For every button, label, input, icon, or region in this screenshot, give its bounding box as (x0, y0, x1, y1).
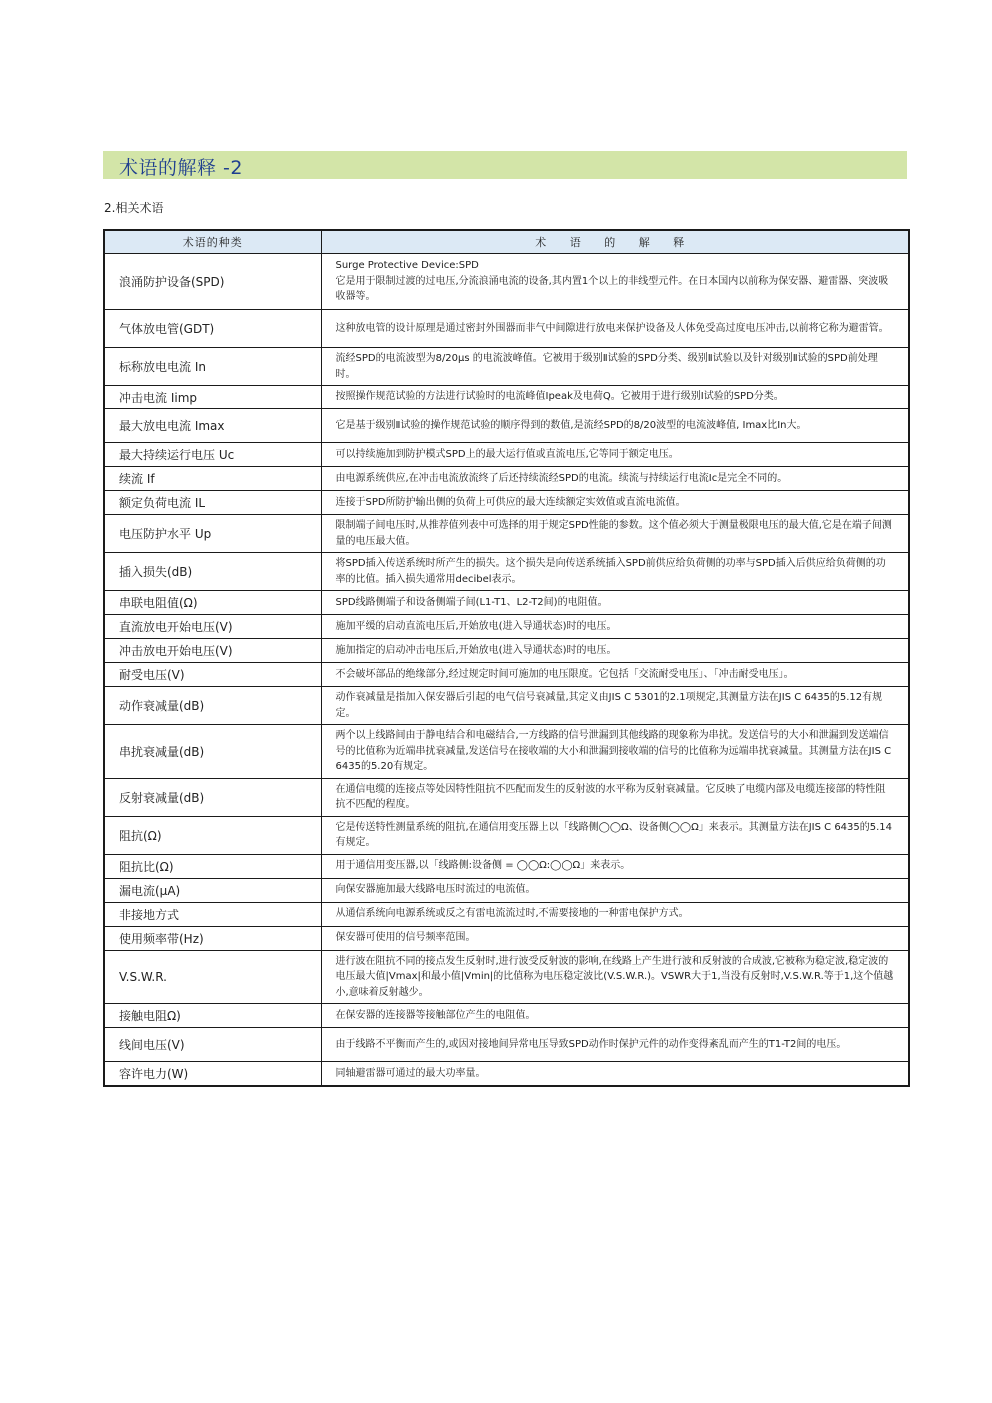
table-body (104, 254, 909, 1086)
table-row (104, 467, 909, 491)
term-name: 最大持续运行电压 Uc (104, 443, 321, 467)
table-row (104, 386, 909, 409)
term-description: 限制端子间电压时,从推荐值列表中可选择的用于规定SPD性能的参数。这个值必须大于测量极限电压的最大值,它是在端子间测量的电压最大值。 (321, 515, 909, 553)
table-row (104, 854, 909, 878)
term-name: 使用频率带(Hz) (104, 926, 321, 950)
table-row (104, 1028, 909, 1062)
term-name: 容许电力(W) (104, 1062, 321, 1086)
term-name: 续流 If (104, 467, 321, 491)
header-term-type: 术语的种类 (104, 230, 321, 254)
term-name: 非接地方式 (104, 902, 321, 926)
table-row (104, 443, 909, 467)
term-description: 按照操作规范试验的方法进行试验时的电流峰值Ipeak及电荷Q。它被用于进行级别Ⅰ试验的SPD分类。 (321, 386, 909, 409)
term-description: 进行波在阻抗不同的接点发生反射时,进行波受反射波的影响,在线路上产生进行波和反射波的合成波,它被称为稳定波,稳定波的电压最大值|Vmax|和最小值|Vmin|的比值称为电压稳定波比(V.S.W.R.)。VSWR大于1,当没有反射时,V.S.W.R.等于1,这个值越小,意味着反射越少。 (321, 950, 909, 1004)
term-description: 连接于SPD所防护输出侧的负荷上可供应的最大连续额定实效值或直流电流值。 (321, 491, 909, 515)
term-description: SPD线路侧端子和设备侧端子间(L1-T1、L2-T2间)的电阻值。 (321, 591, 909, 615)
table-row (104, 553, 909, 591)
term-name: 串扰衰减量(dB) (104, 725, 321, 779)
term-name: 串联电阻值(Ω) (104, 591, 321, 615)
section-heading: 2.相关术语 (104, 201, 164, 215)
term-name: 动作衰减量(dB) (104, 687, 321, 725)
term-name: 反射衰减量(dB) (104, 778, 321, 816)
term-name: 浪涌防护设备(SPD) (104, 254, 321, 310)
terms-table (103, 229, 910, 1087)
term-description: 施加平缓的启动直流电压后,开始放电(进入导通状态)时的电压。 (321, 615, 909, 639)
term-description: 由电源系统供应,在冲击电流放流终了后还持续流经SPD的电流。续流与持续运行电流Ic是完全不同的。 (321, 467, 909, 491)
table-row (104, 725, 909, 779)
term-description: 在保安器的连接器等接触部位产生的电阻值。 (321, 1004, 909, 1028)
term-description: 向保安器施加最大线路电压时流过的电流值。 (321, 878, 909, 902)
term-name: 阻抗(Ω) (104, 816, 321, 854)
term-description: Surge Protective Device:SPD 它是用于限制过渡的过电压,分流浪涌电流的设备,其内置1个以上的非线型元件。在日本国内以前称为保安器、避雷器、突波吸收器等。 (321, 254, 909, 310)
table-row (104, 878, 909, 902)
term-name: 直流放电开始电压(V) (104, 615, 321, 639)
term-name: 接触电阻Ω) (104, 1004, 321, 1028)
table-row (104, 1004, 909, 1028)
table-row (104, 687, 909, 725)
term-description: 它是传送特性测量系统的阻抗,在通信用变压器上以「线路侧◯◯Ω、设备侧◯◯Ω」来表示。其测量方法在JIS C 6435的5.14有规定。 (321, 816, 909, 854)
term-name: 冲击放电开始电压(V) (104, 639, 321, 663)
term-name: 最大放电电流 Imax (104, 409, 321, 443)
table-row (104, 902, 909, 926)
term-description: 同轴避雷器可通过的最大功率量。 (321, 1062, 909, 1086)
term-name: 标称放电电流 In (104, 348, 321, 386)
table-row (104, 816, 909, 854)
term-name: 漏电流(μA) (104, 878, 321, 902)
term-description: 保安器可使用的信号频率范围。 (321, 926, 909, 950)
table-row (104, 950, 909, 1004)
table-row (104, 348, 909, 386)
table-row (104, 515, 909, 553)
term-description: 由于线路不平衡而产生的,或因对接地间异常电压导致SPD动作时保护元件的动作变得紊乱而产生的T1-T2间的电压。 (321, 1028, 909, 1062)
term-description: 从通信系统向电源系统或反之有雷电流流过时,不需要接地的一种雷电保护方式。 (321, 902, 909, 926)
table-row (104, 639, 909, 663)
table-row (104, 409, 909, 443)
term-name: 线间电压(V) (104, 1028, 321, 1062)
term-description: 动作衰减量是指加入保安器后引起的电气信号衰减量,其定义由JIS C 5301的2.1项规定,其测量方法在JIS C 6435的5.12有规定。 (321, 687, 909, 725)
table-row (104, 491, 909, 515)
table-row (104, 591, 909, 615)
term-description: 可以持续施加到防护模式SPD上的最大运行值或直流电压,它等同于额定电压。 (321, 443, 909, 467)
term-name: 电压防护水平 Up (104, 515, 321, 553)
term-name: 阻抗比(Ω) (104, 854, 321, 878)
term-description: 它是基于级别Ⅱ试验的操作规范试验的顺序得到的数值,是流经SPD的8/20波型的电流波峰值, Imax比In大。 (321, 409, 909, 443)
term-name: 插入损失(dB) (104, 553, 321, 591)
table-row (104, 926, 909, 950)
table-row (104, 663, 909, 687)
term-description: 用于通信用变压器,以「线路侧:设备侧 = ◯◯Ω:◯◯Ω」来表示。 (321, 854, 909, 878)
table-row (104, 254, 909, 310)
term-name: 气体放电管(GDT) (104, 310, 321, 348)
header-term-explanation: 术 语 的 解 释 (321, 230, 909, 254)
term-description: 两个以上线路间由于静电结合和电磁结合,一方线路的信号泄漏到其他线路的现象称为串扰。发送信号的大小和泄漏到发送端信号的比值称为近端串扰衰减量,发送信号在接收端的大小和泄漏到接收端的信号的比值称为远端串扰衰减量。其测量方法在JIS C 6435的5.20有规定。 (321, 725, 909, 779)
table-row (104, 778, 909, 816)
table-row (104, 1062, 909, 1086)
title-bar (103, 151, 907, 179)
table-row (104, 310, 909, 348)
table-header-row (104, 230, 909, 254)
term-name: 额定负荷电流 IL (104, 491, 321, 515)
term-description: 流经SPD的电流波型为8/20μs 的电流波峰值。它被用于级别Ⅱ试验的SPD分类、级别Ⅱ试验以及针对级别Ⅱ试验的SPD前处理时。 (321, 348, 909, 386)
term-description: 将SPD插入传送系统时所产生的损失。这个损失是向传送系统插入SPD前供应给负荷侧的功率与SPD插入后供应给负荷侧的功率的比值。插入损失通常用decibel表示。 (321, 553, 909, 591)
term-name: 耐受电压(V) (104, 663, 321, 687)
term-description: 不会破坏部品的绝缘部分,经过规定时间可施加的电压限度。它包括「交流耐受电压」、「冲击耐受电压」。 (321, 663, 909, 687)
term-name: V.S.W.R. (104, 950, 321, 1004)
page-title: 术语的解释 -2 (119, 157, 243, 179)
table-row (104, 615, 909, 639)
term-description: 在通信电缆的连接点等处因特性阻抗不匹配而发生的反射波的水平称为反射衰减量。它反映了电缆内部及电缆连接部的特性阻抗不匹配的程度。 (321, 778, 909, 816)
term-description: 这种放电管的设计原理是通过密封外围器而非气中间隙进行放电来保护设备及人体免受高过度电压冲击,以前将它称为避雷管。 (321, 310, 909, 348)
term-name: 冲击电流 Iimp (104, 386, 321, 409)
term-description: 施加指定的启动冲击电压后,开始放电(进入导通状态)时的电压。 (321, 639, 909, 663)
